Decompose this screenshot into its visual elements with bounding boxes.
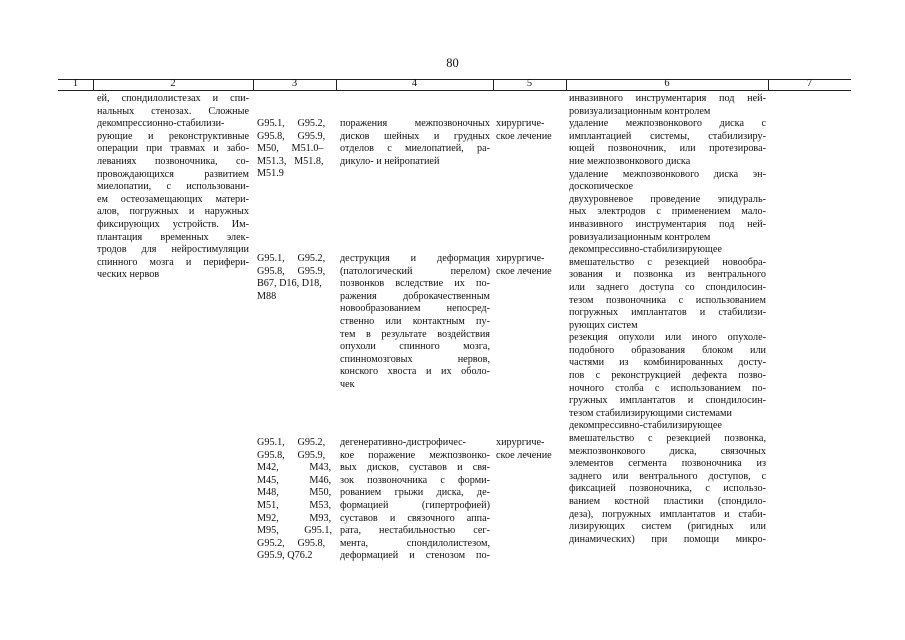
text-line: M95, G95.1, xyxy=(257,525,332,537)
icd-codes xyxy=(257,253,335,303)
text-line: или заднего доступа со спондилосин- xyxy=(569,281,766,293)
text-line: удаление межпозвонкового диска эн- xyxy=(569,168,766,180)
text-line: B67, D16, D18, xyxy=(257,278,322,290)
page-number: 80 xyxy=(446,56,459,70)
text-line: ровизуализационным контролем xyxy=(569,231,711,243)
text-line: M51.9 xyxy=(257,168,284,180)
text-line: декомпрессивно-стабилизирующее xyxy=(569,244,722,256)
icd-codes xyxy=(257,437,335,563)
column-header-6: 6 xyxy=(664,78,670,89)
text-line: ственно или контактным пу- xyxy=(340,315,490,327)
text-line: ей, спондилолистезах и спи- xyxy=(97,93,249,104)
text-line: двухуровневое проведение эпидураль- xyxy=(569,193,766,205)
text-line: M51, M53, xyxy=(257,499,332,511)
text-line: инвазивного инструментария под ней- xyxy=(569,218,766,230)
text-line: тродов для нейростимуляции xyxy=(97,244,249,256)
text-line: G95.1, G95.2, xyxy=(257,118,326,129)
text-line: межпозвонкового диска, связочных xyxy=(569,445,766,457)
text-line: нальных стенозах. Сложные xyxy=(97,105,249,117)
text-line: хирургиче- xyxy=(496,253,545,264)
text-line: заднего или вентрального доступов, с xyxy=(569,470,766,482)
text-line: хирургиче- xyxy=(496,118,545,129)
text-line: пов с реконструкцией дефекта позво- xyxy=(569,370,766,382)
text-line: G95.2, G95.8, xyxy=(257,537,326,549)
text-line: операции при травмах и забо- xyxy=(97,143,249,155)
text-line: инвазивного инструментария под ней- xyxy=(569,93,766,104)
text-line: ванием костной пластики (спондило- xyxy=(569,496,766,507)
treatment-type xyxy=(496,118,566,143)
text-line: M50, M51.0– xyxy=(257,143,324,155)
text-line: миелопатии, с использовани- xyxy=(97,181,249,193)
text-line: позвонков вследствие их по- xyxy=(340,278,490,290)
text-line: хирургиче- xyxy=(496,437,545,448)
text-line: G95.1, G95.2, xyxy=(257,253,326,264)
text-line: плантация временных элек- xyxy=(97,231,249,243)
text-line: ночного столба с использованием по- xyxy=(569,382,766,394)
text-line: чек xyxy=(340,378,355,390)
text-line: резекция опухоли или иного опухоле- xyxy=(569,332,766,344)
text-line: рованием грыжи диска, де- xyxy=(340,487,490,499)
text-line: частями из комбинированных досту- xyxy=(569,357,766,369)
patient-model xyxy=(340,118,490,168)
text-line: ющей позвоночник, или протезирова- xyxy=(569,143,766,155)
text-line: рующие и реконструктивные xyxy=(97,130,249,142)
text-line: дикуло- и нейропатией xyxy=(340,155,440,167)
column-header-3: 3 xyxy=(291,78,298,89)
text-line: динамических) при помощи микро- xyxy=(569,533,766,545)
text-line: ражения доброкачественным xyxy=(340,290,490,302)
text-line: кое поражение межпозвонко- xyxy=(340,449,490,461)
text-line: ровизуализационным контролем xyxy=(569,105,711,117)
text-line: фиксацией позвоночника, с использо- xyxy=(569,483,766,495)
icd-codes xyxy=(257,118,335,181)
text-line: формацией (гипертрофией) xyxy=(340,499,490,511)
text-line: дисков шейных и грудных xyxy=(340,130,490,142)
text-line: новообразованием непосред- xyxy=(340,303,490,315)
text-line: деформацией и стенозом по- xyxy=(340,550,490,562)
text-line: вмешательство с резекцией новообра- xyxy=(569,256,766,268)
column-header-4: 4 xyxy=(411,78,418,89)
text-line: мента, спондилолистезом, xyxy=(340,537,490,549)
column-header-5: 5 xyxy=(526,78,533,89)
text-line: дегенеративно-дистрофичес- xyxy=(340,437,467,448)
text-line: тезом позвоночника с использованием xyxy=(569,294,766,306)
text-line: ское лечение xyxy=(496,130,552,142)
text-line: G95.8, G95.9, xyxy=(257,265,326,277)
text-line: конского хвоста и их оболо- xyxy=(340,366,490,378)
text-line: M48, M50, xyxy=(257,487,332,499)
text-line: рующих систем xyxy=(569,319,638,331)
text-line: вмешательство с резекцией позвонка, xyxy=(569,433,766,445)
text-line: деза), погружных имплантатов и стаби- xyxy=(569,508,766,520)
text-line: декомпрессивно-стабилизирующее xyxy=(569,420,722,432)
column-header-7: 7 xyxy=(806,78,813,89)
text-line: рата, нестабильностью сег- xyxy=(340,525,490,537)
text-line: ческих нервов xyxy=(97,269,160,281)
text-line: элементов сегмента позвоночника из xyxy=(569,458,766,470)
text-line: деструкция и деформация xyxy=(340,253,490,264)
text-line: отделов с миелопатией, ра- xyxy=(340,143,490,155)
patient-model xyxy=(340,253,490,392)
text-line: M45, M46, xyxy=(257,474,332,486)
text-line: имплантацией системы, стабилизиру- xyxy=(569,130,766,142)
text-line: M42, M43, xyxy=(257,462,332,474)
text-line: опухоли спинного мозга, xyxy=(340,341,490,353)
text-line: суставов и связочного аппа- xyxy=(340,512,490,524)
column-header-2: 2 xyxy=(170,78,176,89)
text-line: провождающихся развитием xyxy=(97,168,249,180)
treatment-methods xyxy=(569,93,766,546)
treatment-type xyxy=(496,253,566,278)
procedure-description xyxy=(97,93,249,282)
patient-model xyxy=(340,437,490,563)
column-header-1: 1 xyxy=(72,78,79,89)
text-line: ем остеозамещающих матери- xyxy=(97,193,249,205)
text-line: G95.9, Q76.2 xyxy=(257,550,313,562)
text-line: тем в результате воздействия xyxy=(340,328,490,340)
text-line: спинномозговых нервов, xyxy=(340,353,490,365)
text-line: зования и позвонка из вентрального xyxy=(569,269,766,281)
text-line: M51.3, M51.8, xyxy=(257,155,324,167)
table-header-border xyxy=(58,90,851,91)
text-line: леваниях позвоночника, со- xyxy=(97,155,249,167)
text-line: удаление межпозвонкового диска с xyxy=(569,118,766,130)
text-line: M92, M93, xyxy=(257,512,332,524)
text-line: подобного образования блоком или xyxy=(569,344,766,356)
text-line: поражения межпозвоночных xyxy=(340,118,490,129)
text-line: (патологический перелом) xyxy=(340,265,490,277)
text-line: спинного мозга и перифери- xyxy=(97,256,249,268)
text-line: ское лечение xyxy=(496,449,552,461)
text-line: M88 xyxy=(257,290,277,302)
text-line: G95.8, G95.9, xyxy=(257,449,326,461)
text-line: ское лечение xyxy=(496,265,552,277)
treatment-type xyxy=(496,437,566,462)
text-line: погружных имплантатов и стабилизи- xyxy=(569,307,766,319)
text-line: ние межпозвонкового диска xyxy=(569,155,691,167)
text-line: ных электродов с применением мало- xyxy=(569,206,766,218)
text-line: зок позвоночника с форми- xyxy=(340,474,490,486)
text-line: фиксирующих устройств. Им- xyxy=(97,218,249,230)
text-line: лизирующих систем (ригидных или xyxy=(569,521,766,533)
text-line: вых дисков, суставов и свя- xyxy=(340,462,490,474)
text-line: доскопическое xyxy=(569,181,634,193)
text-line: алов, погружных и наружных xyxy=(97,206,249,218)
text-line: G95.8, G95.9, xyxy=(257,130,326,142)
text-line: декомпрессионно-стабилизи- xyxy=(97,118,225,130)
text-line: G95.1, G95.2, xyxy=(257,437,326,448)
text-line: тезом стабилизирующими системами xyxy=(569,407,732,419)
text-line: гружных имплантатов и спондилосин- xyxy=(569,395,766,407)
